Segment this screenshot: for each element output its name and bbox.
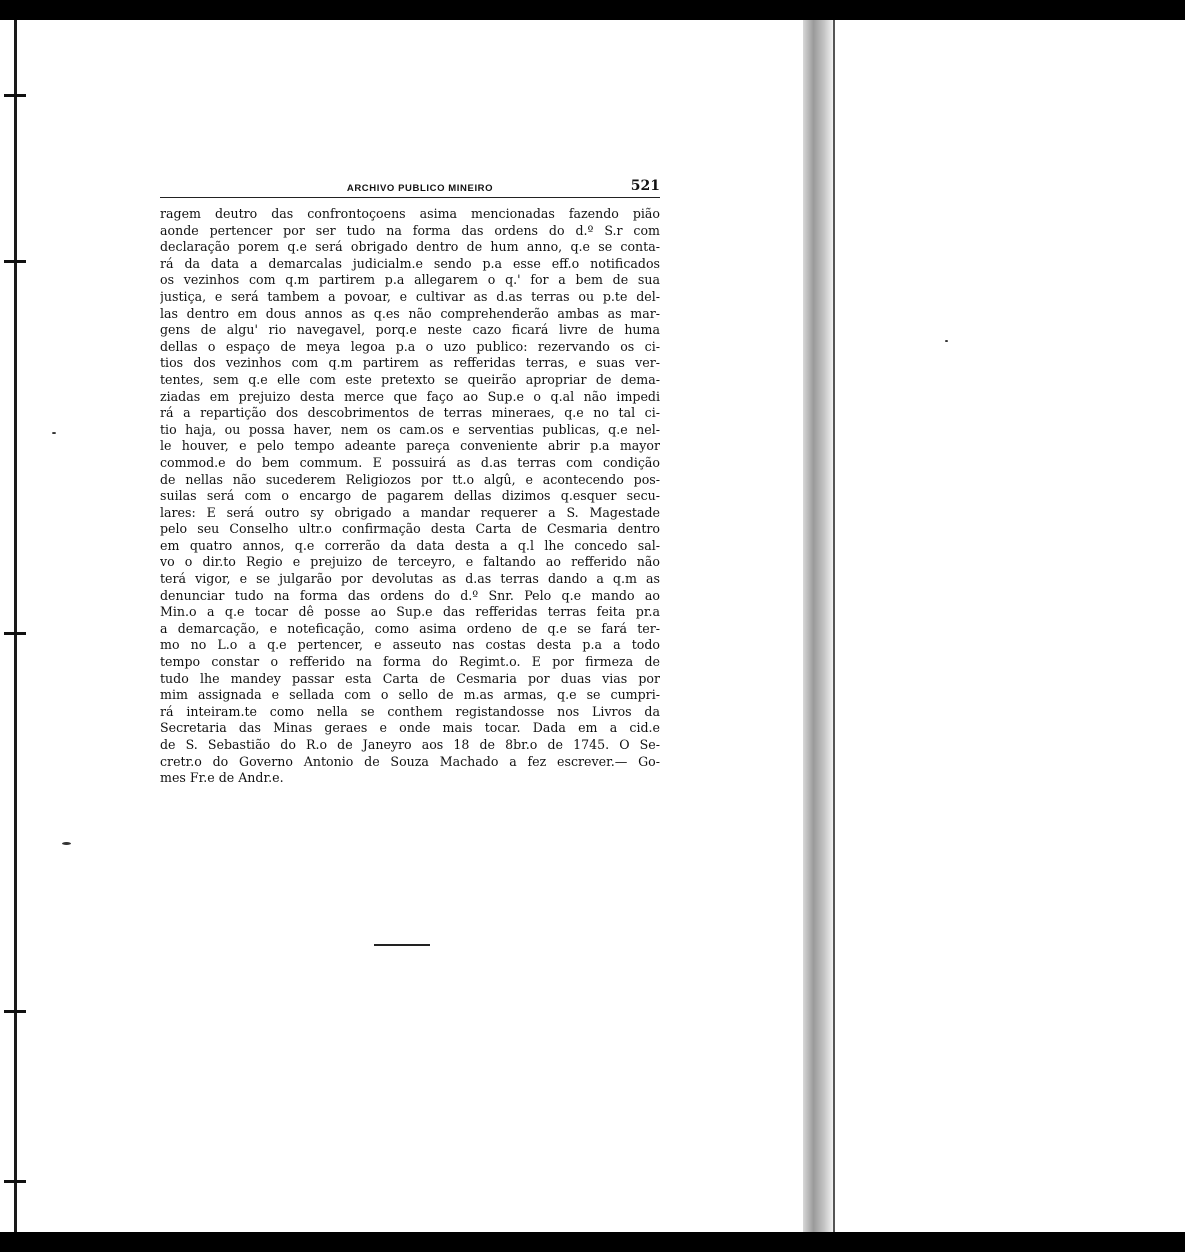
text-line: vo o dir.to Regio e prejuizo de terceyro, e faltando ao refferido não [160,554,660,570]
scan-speck [62,842,71,845]
text-line: tios dos vezinhos com q.m partirem as refferidas terras, e suas ver- [160,355,660,371]
running-header-title: ARCHIVO PUBLICO MINEIRO [346,183,494,194]
left-margin-tick [4,94,26,97]
text-line: de S. Sebastião do R.o de Janeyro aos 18 de 8br.o de 1745. O Se- [160,737,660,752]
document-page [160,178,660,787]
book-spine-shadow [803,20,833,1232]
text-line: mim assignada e sellada com o sello de m.as armas, q.e se cumpri- [160,687,660,703]
text-line: rá da data a demarcalas judicialm.e sendo p.a esse eff.o notificados [160,255,660,271]
text-line: tudo lhe mandey passar esta Carta de Cesmaria por duas vias por [160,670,660,686]
text-line: terá vigor, e se julgarão por devolutas as d.as terras dando a q.m as [160,571,660,587]
text-line: denunciar tudo na forma das ordens do d.º Snr. Pelo q.e mando ao [160,587,660,603]
running-header [160,178,660,198]
text-line: tio haja, ou possa haver, nem os cam.os e serventias publicas, q.e nel- [160,421,660,437]
text-line: declaração porem q.e será obrigado dentro de hum anno, q.e se conta- [160,239,660,255]
left-margin-tick [4,632,26,635]
text-line: a demarcação, e noteficação, como asima ordeno de q.e se fará ter- [160,620,660,636]
text-line: Min.o a q.e tocar dê posse ao Sup.e das refferidas terras feita pr.a [160,604,660,620]
text-line: ragem deutro das confrontoçoens asima mencionadas fazendo pião [160,206,660,221]
text-line: tempo constar o refferido na forma do Regimt.o. E por firmeza de [160,654,660,670]
text-line: justiça, e será tambem a povoar, e cultivar as d.as terras ou p.te del- [160,288,660,304]
closing-rule [374,944,430,946]
top-scan-border [0,0,1185,20]
left-margin-tick [4,1010,26,1013]
scan-speck [52,432,56,434]
text-line: mes Fr.e de Andr.e. [160,770,284,786]
text-line: las dentro em dous annos as q.es não comprehenderão ambas as mar- [160,305,660,321]
page-number: 521 [630,178,660,194]
text-line: de nellas não sucederem Religiozos por tt.o algû, e acontecendo pos- [160,471,660,487]
text-line: gens de algu' rio navegavel, porq.e neste cazo ficará livre de huma [160,322,660,338]
text-line: rá inteiram.te como nella se conthem registandosse nos Livros da [160,703,660,719]
text-line: suilas será com o encargo de pagarem dellas dizimos q.esquer secu- [160,488,660,504]
text-line: Secretaria das Minas geraes e onde mais tocar. Dada em a cid.e [160,720,660,736]
text-line: lares: E será outro sy obrigado a mandar requerer a S. Magestade [160,504,660,520]
text-line: cretr.o do Governo Antonio de Souza Machado a fez escrever.— Go- [160,753,660,769]
left-margin-rule [14,20,17,1232]
text-line: le houver, e pelo tempo adeante pareça conveniente abrir p.a mayor [160,438,660,454]
text-line: rá a repartição dos descobrimentos de terras mineraes, q.e no tal ci- [160,405,660,421]
text-line: ziadas em prejuizo desta merce que faço ao Sup.e o q.al não impedi [160,388,660,404]
body-text [160,206,660,787]
text-line: aonde pertencer por ser tudo na forma das ordens do d.º S.r com [160,222,660,238]
bottom-scan-border [0,1232,1185,1252]
text-line: em quatro annos, q.e correrão da data desta a q.l lhe concedo sal- [160,537,660,553]
text-line: mo no L.o a q.e pertencer, e asseuto nas costas desta p.a a todo [160,637,660,653]
text-line: dellas o espaço de meya legoa p.a o uzo publico: rezervando os ci- [160,338,660,354]
text-line: commod.e do bem commum. E possuirá as d.as terras com condição [160,454,660,470]
text-line: os vezinhos com q.m partirem p.a allegarem o q.' for a bem de sua [160,272,660,288]
scan-speck [945,340,948,342]
text-line: tentes, sem q.e elle com este pretexto se queirão apropriar de dema- [160,371,660,387]
left-margin-tick [4,260,26,263]
text-line: pelo seu Conselho ultr.o confirmação desta Carta de Cesmaria dentro [160,521,660,537]
book-spine-edge [833,20,835,1232]
left-margin-tick [4,1180,26,1183]
